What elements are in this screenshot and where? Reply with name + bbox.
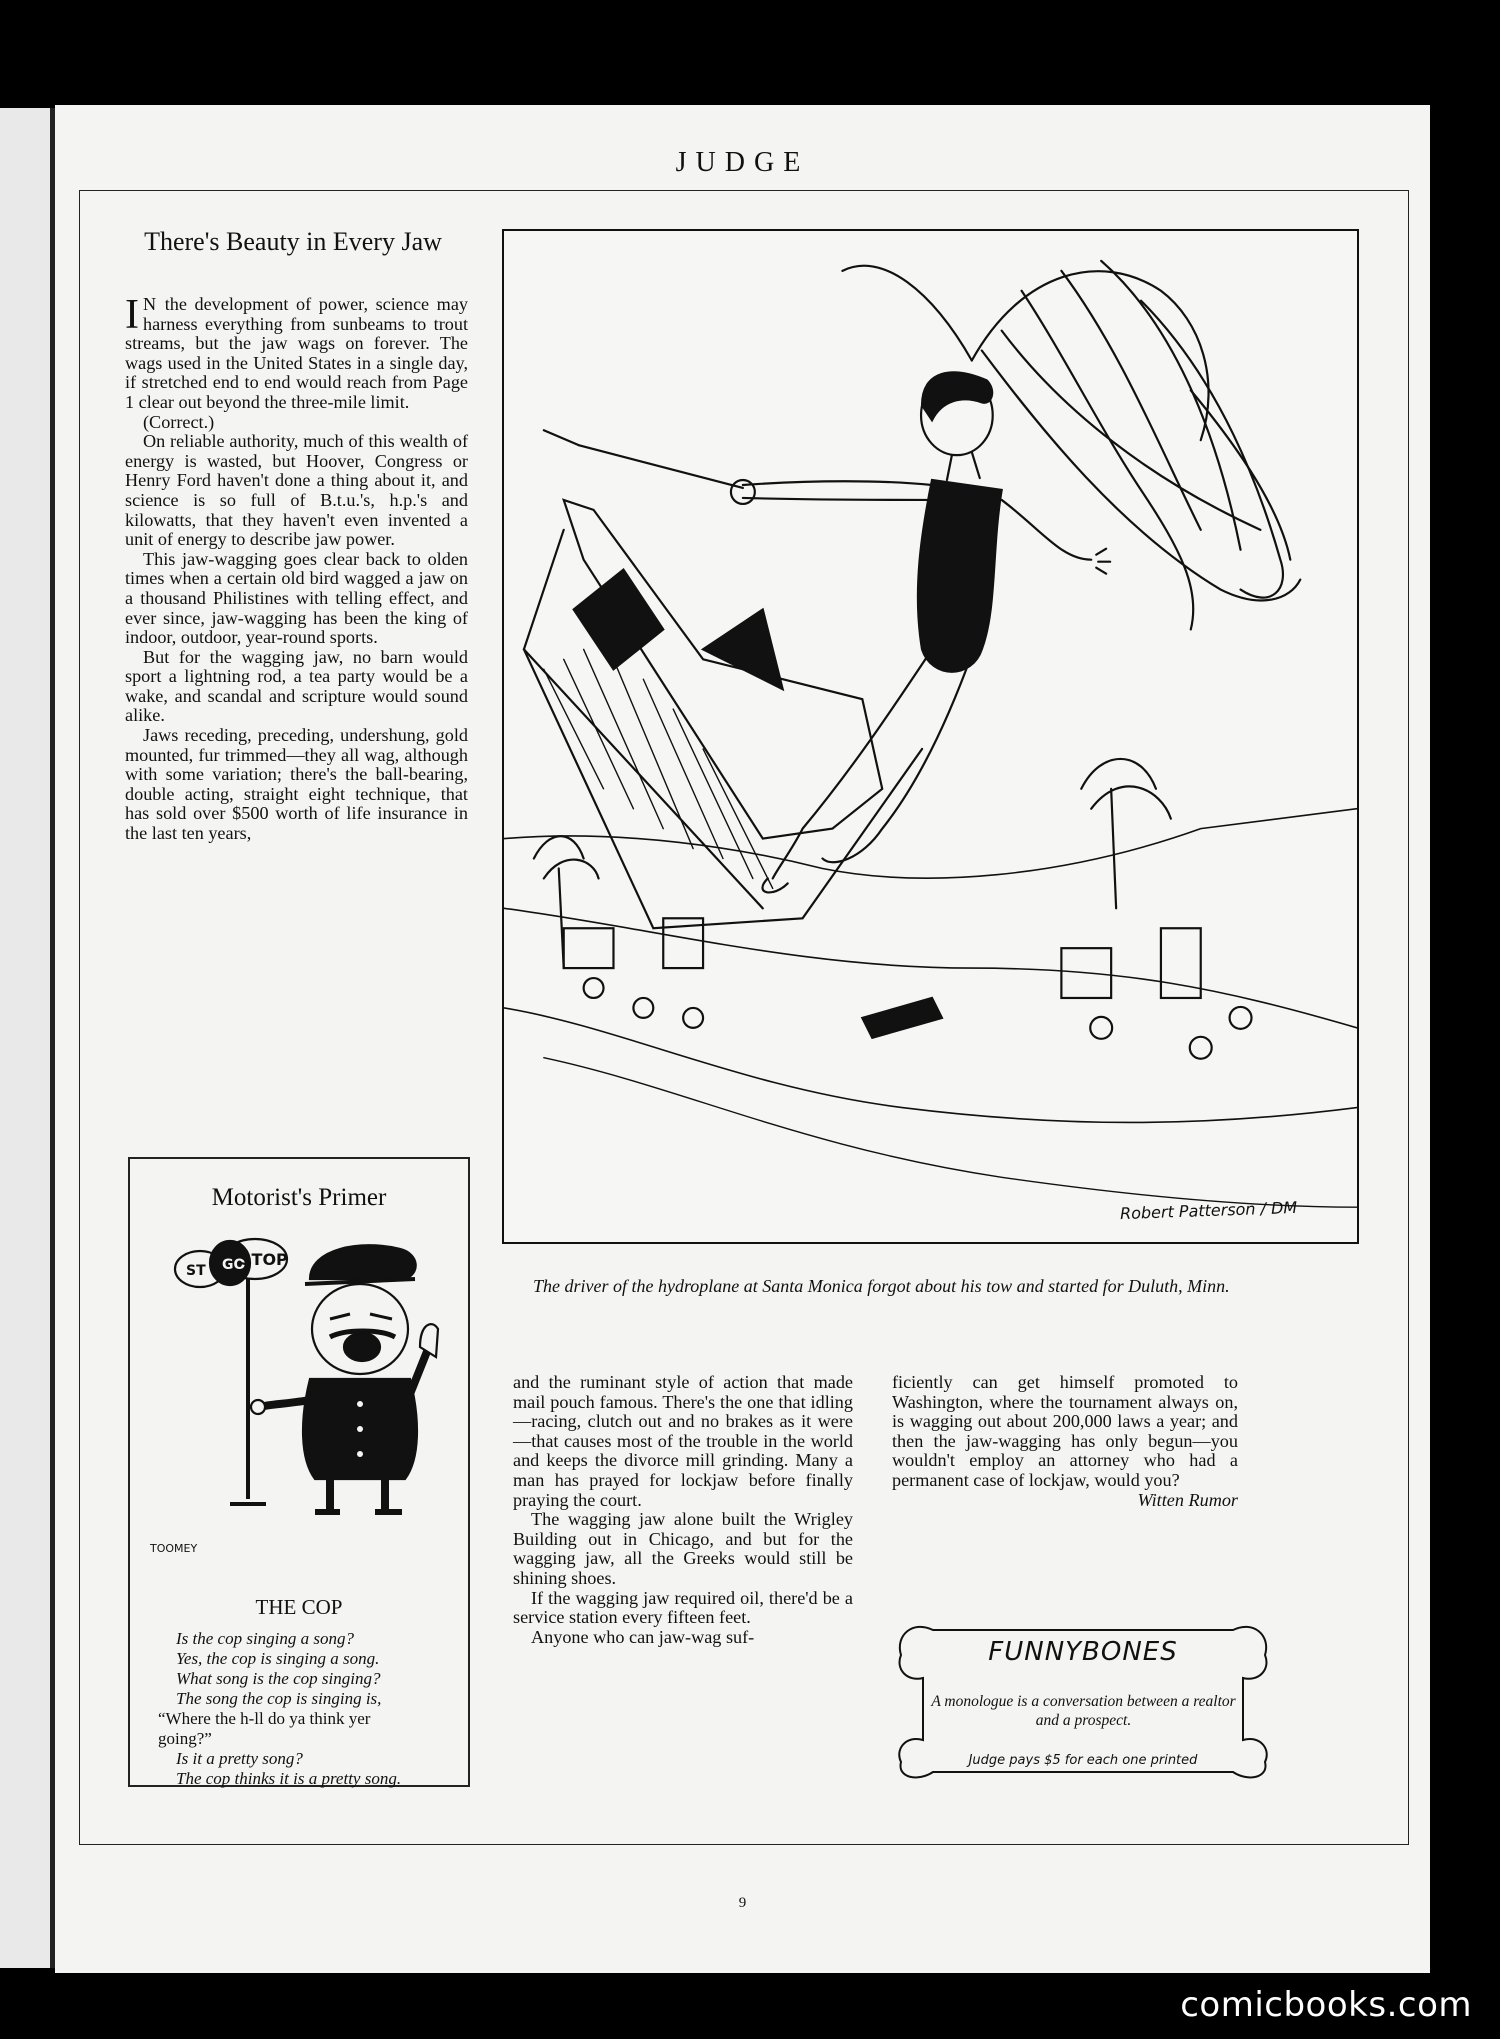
stop-sign: STOP (240, 1250, 288, 1269)
poem-line: The cop thinks it is a pretty song. (176, 1769, 402, 1788)
motorists-primer-box (128, 1157, 470, 1787)
article-paragraph: But for the wagging jaw, no barn would sport a lightning rod, a tea party would be a wake, and scandal and scripture would sound alike. (125, 646, 468, 726)
funnybones-title: FUNNYBONES (988, 1637, 1178, 1667)
article-byline: Witten Rumor (1137, 1489, 1238, 1510)
article-column-3 (892, 1373, 1238, 1510)
article-paragraph: This jaw-wagging goes clear back to olden times when a certain old bird wagged a jaw on a thousand Philistines with telling effect, and ever since, jaw-wagging has been the king of indoor, outdoor, year-round sports. (125, 548, 468, 648)
artist-signature: Robert Patterson / DM (1119, 1197, 1298, 1224)
poem-line: Is it a pretty song? (176, 1749, 303, 1768)
funnybones-footer: Judge pays $5 for each one printed (968, 1753, 1198, 1768)
magazine-page (55, 105, 1430, 1973)
stop-sign-left: ST (186, 1263, 206, 1279)
illustration-drawing (504, 231, 1357, 1242)
first-word-rest: N (143, 294, 158, 314)
article-paragraph: ficiently can get himself promoted to Washington, where the tournament always on, is wagging out about 200,000 laws a year; and then the jaw-wagging has only begun—you wouldn't employ an attorney who had a permanent case of lockjaw, would you? (892, 1372, 1238, 1490)
funnybones-joke: A monologue is a conversation between a realtor and a prospect. (931, 1693, 1236, 1729)
cop-cartoon (170, 1229, 440, 1519)
site-watermark: comicbooks.com (1180, 1985, 1472, 2025)
article-column-1 (125, 292, 468, 844)
hydroplane-illustration (502, 229, 1359, 1244)
article-paragraph: Anyone who can jaw-wag suf- (531, 1626, 755, 1647)
article-paragraph: (Correct.) (143, 411, 215, 432)
funnybones-box (893, 1620, 1273, 1780)
article-paragraph: On reliable authority, much of this wealth of energy is wasted, but Hoover, Congress or Henry Ford haven't done a thing about it, and science is so full of B.t.u.'s, h.p.'s and kilowatts, that they haven't even invented a unit of energy to describe jaw power. (125, 431, 468, 550)
article-paragraph: The wagging jaw alone built the Wrigley Building out in Chicago, and but for the wagging jaw, all the Greeks would still be shining shoes. (513, 1509, 853, 1588)
poem-line: Is the cop singing a song? (176, 1629, 355, 1648)
cop-drawing (170, 1229, 440, 1519)
adjacent-page-edge (0, 108, 56, 1968)
drop-cap: I (125, 292, 139, 338)
article-paragraph: If the wagging jaw required oil, there'd be a service station every fifteen feet. (513, 1587, 853, 1628)
primer-title: Motorist's Primer (211, 1184, 387, 1211)
article-paragraph: Jaws receding, preceding, undershung, gold mounted, fur trimmed—they all wag, although with some variation; there's the ball-bearing, double acting, straight eight technique, that has sold over $500 worth of life insurance in the last ten years, (125, 725, 468, 844)
poem-line: The song the cop is singing is, (176, 1689, 382, 1708)
go-sign: GO (222, 1257, 246, 1273)
poem-line: “Where the h-ll do ya think yer (158, 1709, 371, 1728)
cartoonist-signature: TOOMEY (150, 1542, 198, 1555)
article-paragraph: I N the development of power, science may harness everything from sunbeams to trout streams, but the jaw wags on forever. The wags used in the United States in a single day, if stretched end to end would reach from Page 1 clear out beyond the three-mile limit. (125, 292, 468, 412)
article-paragraph: and the ruminant style of action that made mail pouch famous. There's the one that idling—racing, clutch out and no brakes as it were—that causes most of the trouble in the world and keeps the divorce mill grinding. Many a man has prayed for lockjaw before finally praying the court. (513, 1372, 853, 1510)
poem-line: Yes, the cop is singing a song. (176, 1649, 380, 1668)
poem-line: going?” (158, 1729, 212, 1748)
primer-heading: THE COP (255, 1595, 343, 1619)
poem-line: What song is the cop singing? (176, 1669, 381, 1688)
page-number: 9 (738, 1895, 747, 1911)
illustration-caption: The driver of the hydroplane at Santa Monica forgot about his tow and started for Duluth, Minn. (533, 1276, 1230, 1296)
article-column-2 (513, 1373, 853, 1647)
article-title: There's Beauty in Every Jaw (144, 227, 442, 256)
primer-poem (158, 1629, 458, 1789)
magazine-title: JUDGE (675, 147, 810, 178)
